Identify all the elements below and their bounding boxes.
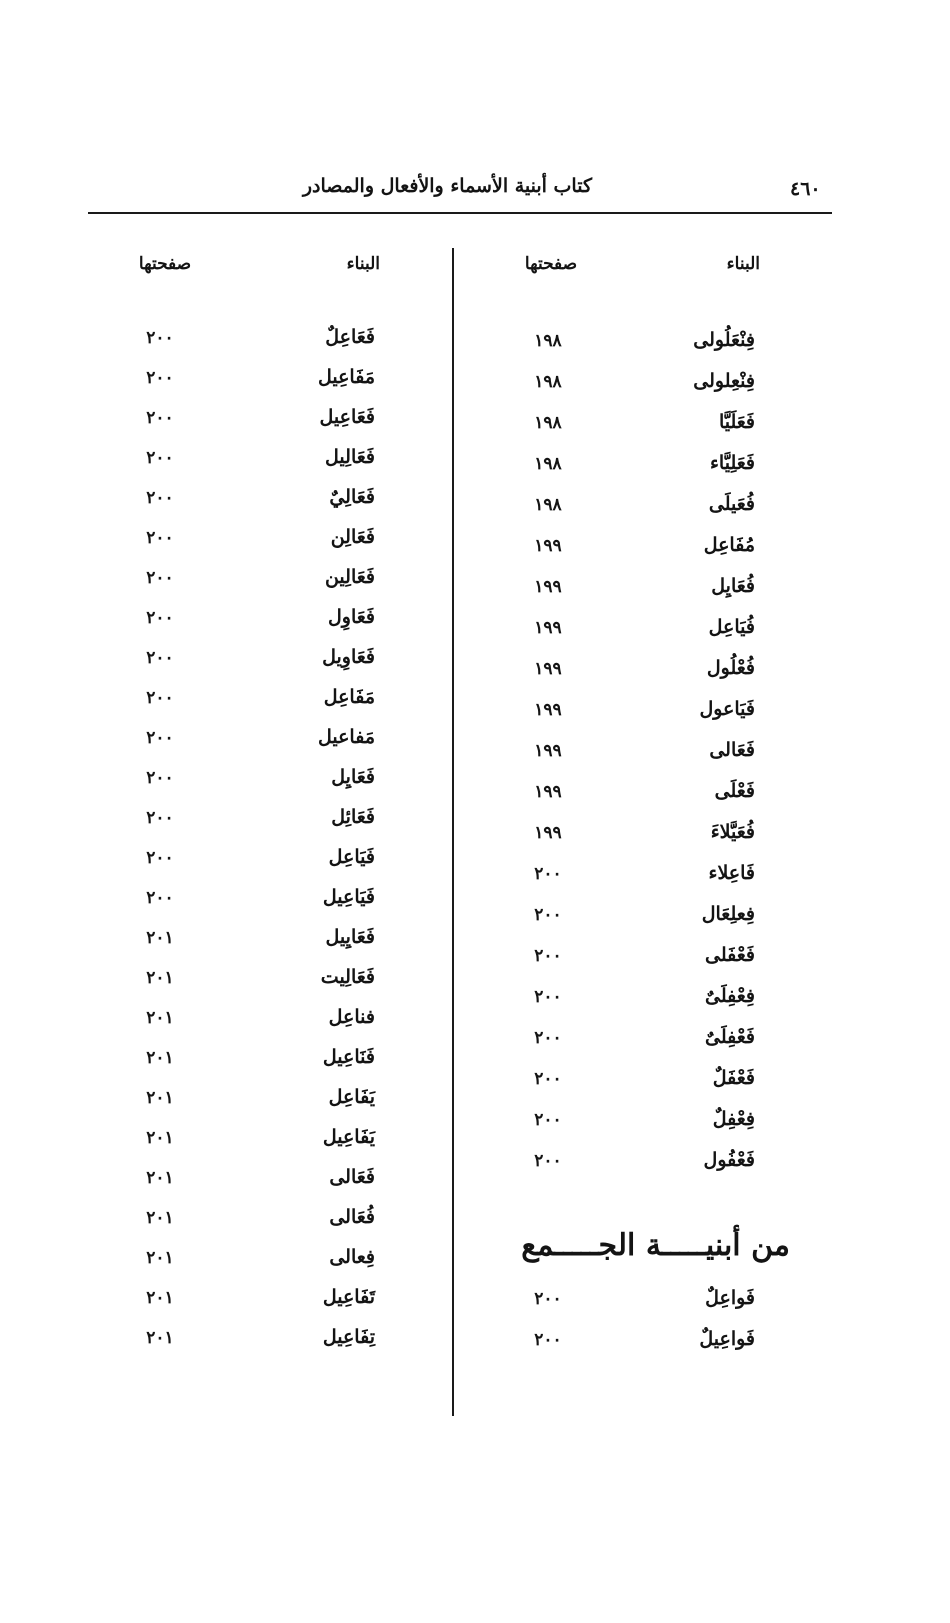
table-row-page: ١٩٩ — [534, 577, 562, 597]
table-row-form: فَعَالِيٌ — [329, 486, 375, 508]
table-row-form: تِفَاعِيل — [322, 1326, 375, 1348]
table-row-page: ١٩٩ — [534, 659, 562, 679]
table-row-form: فُعْلُول — [706, 657, 755, 679]
table-row-form: فُعَايِل — [711, 575, 755, 597]
table-row-form: تَفَاعِيل — [322, 1286, 375, 1308]
table-row-form: فِعالى — [329, 1246, 375, 1268]
table-row-form: فَعَلِيَّاء — [710, 452, 755, 474]
table-row-page: ٢٠١ — [146, 1128, 174, 1148]
table-row-form: فَعْفِلَىٌ — [705, 1026, 755, 1048]
table-row-page: ٢٠٠ — [146, 888, 174, 908]
table-row-form: فَعَاعِلٌ — [325, 326, 375, 348]
running-title: كتاب أبنية الأسماء والأفعال والمصادر — [302, 175, 592, 197]
table-row-page: ٢٠٠ — [146, 688, 174, 708]
table-row-page: ٢٠١ — [146, 928, 174, 948]
table-row-page: ١٩٩ — [534, 618, 562, 638]
table-row-page: ٢٠٠ — [146, 488, 174, 508]
table-row-form: فَعَاوِل — [327, 606, 375, 628]
table-row-form: فَاعِلاء — [708, 862, 755, 884]
table-row-form: فِعْفِلٌ — [712, 1108, 755, 1130]
table-row-page: ٢٠٠ — [534, 1289, 562, 1309]
table-row-page: ٢٠٠ — [534, 1110, 562, 1130]
table-row-form: فَعَالِيل — [325, 446, 375, 468]
table-row-page: ١٩٩ — [534, 536, 562, 556]
table-row-page: ٢٠٠ — [534, 905, 562, 925]
table-row-form: فَيَاعِيل — [322, 886, 375, 908]
table-row-form: فَعَالى — [329, 1166, 375, 1188]
table-row-page: ٢٠٠ — [146, 368, 174, 388]
table-row-form: مَفاعيل — [317, 726, 375, 748]
table-row-page: ٢٠١ — [146, 1248, 174, 1268]
header-rule — [88, 212, 832, 214]
table-row-page: ١٩٨ — [534, 495, 562, 515]
table-row-page: ٢٠٠ — [534, 1028, 562, 1048]
table-row-page: ١٩٨ — [534, 372, 562, 392]
right-form-header: البناء — [726, 254, 760, 274]
table-row-form: فِنْعَلُولى — [693, 329, 755, 351]
table-row-form: فَعَالِيت — [320, 966, 375, 988]
table-row-page: ٢٠٠ — [146, 728, 174, 748]
table-row-form: فَعَايِل — [331, 766, 375, 788]
table-row-page: ١٩٨ — [534, 454, 562, 474]
page-number: ٤٦٠ — [790, 178, 821, 200]
table-row-form: يَفَاعِيل — [322, 1126, 375, 1148]
table-row-form: فَعَالِين — [324, 566, 375, 588]
table-row-page: ٢٠٠ — [534, 946, 562, 966]
table-row-form: فَعْفَلى — [705, 944, 755, 966]
table-row-form: فَعْفَلٌ — [712, 1067, 755, 1089]
table-row-form: فَعْفُول — [703, 1149, 755, 1171]
table-row-form: فَعَاوِيل — [322, 646, 375, 668]
table-row-form: فُعَيلَى — [708, 493, 755, 515]
section-heading: من أبنيـــــة الجـــــمع — [521, 1228, 790, 1263]
table-row-form: فُيَاعِل — [708, 616, 755, 638]
table-row-page: ٢٠٠ — [146, 328, 174, 348]
table-row-page: ٢٠٠ — [534, 987, 562, 1007]
table-row-page: ١٩٨ — [534, 331, 562, 351]
column-divider — [452, 248, 454, 1416]
table-row-form: فَعَالِن — [330, 526, 375, 548]
left-page-header: صفحتها — [138, 254, 192, 274]
table-row-form: يَفَاعِل — [328, 1086, 375, 1108]
table-row-page: ٢٠١ — [146, 1008, 174, 1028]
table-row-form: فَواعِلٌ — [705, 1287, 755, 1309]
table-row-form: مُفَاعِل — [703, 534, 755, 556]
table-row-form: فَعَاعِيل — [319, 406, 375, 428]
table-row-form: فَيَاعِل — [328, 846, 375, 868]
table-row-form: مَفَاعِيل — [317, 366, 375, 388]
table-row-form: فَعَلَيَّا — [718, 411, 755, 433]
table-row-page: ٢٠٠ — [534, 864, 562, 884]
table-row-page: ٢٠١ — [146, 1288, 174, 1308]
table-row-page: ١٩٩ — [534, 823, 562, 843]
table-row-page: ٢٠٠ — [146, 768, 174, 788]
table-row-page: ١٩٩ — [534, 782, 562, 802]
table-row-page: ٢٠١ — [146, 1208, 174, 1228]
table-row-page: ٢٠٠ — [534, 1069, 562, 1089]
right-page-header: صفحتها — [524, 254, 578, 274]
table-row-form: فُعَيَّلاءَ — [710, 821, 755, 843]
table-row-form: فَنَاعِيل — [322, 1046, 375, 1068]
table-row-page: ٢٠٠ — [146, 448, 174, 468]
table-row-page: ٢٠١ — [146, 968, 174, 988]
table-row-page: ٢٠٠ — [146, 808, 174, 828]
table-row-page: ١٩٩ — [534, 700, 562, 720]
table-row-page: ٢٠٠ — [146, 408, 174, 428]
table-row-form: فَواعِيلٌ — [699, 1328, 755, 1350]
table-row-form: فُعَالى — [329, 1206, 375, 1228]
table-row-page: ٢٠٠ — [146, 848, 174, 868]
table-row-form: فَعَائِل — [331, 806, 375, 828]
table-row-page: ٢٠١ — [146, 1328, 174, 1348]
table-row-page: ١٩٨ — [534, 413, 562, 433]
table-row-page: ٢٠١ — [146, 1048, 174, 1068]
table-row-page: ٢٠١ — [146, 1168, 174, 1188]
table-row-form: فَعْلَى — [714, 780, 755, 802]
table-row-form: فَيَاعول — [699, 698, 755, 720]
table-row-form: فَعَايِيل — [325, 926, 375, 948]
table-row-page: ٢٠٠ — [146, 608, 174, 628]
table-row-form: فَعَالى — [709, 739, 755, 761]
table-row-form: فِنْعِلولى — [693, 370, 755, 392]
table-row-form: فِعْفِلَىٌ — [705, 985, 755, 1007]
table-row-page: ٢٠١ — [146, 1088, 174, 1108]
table-row-form: فِعلِعَال — [701, 903, 755, 925]
table-row-page: ٢٠٠ — [534, 1151, 562, 1171]
table-row-page: ٢٠٠ — [146, 528, 174, 548]
table-row-page: ٢٠٠ — [534, 1330, 562, 1350]
table-row-form: مَفَاعِل — [323, 686, 375, 708]
table-row-page: ٢٠٠ — [146, 648, 174, 668]
table-row-page: ٢٠٠ — [146, 568, 174, 588]
table-row-form: فناعِل — [328, 1006, 375, 1028]
left-form-header: البناء — [346, 254, 380, 274]
table-row-page: ١٩٩ — [534, 741, 562, 761]
